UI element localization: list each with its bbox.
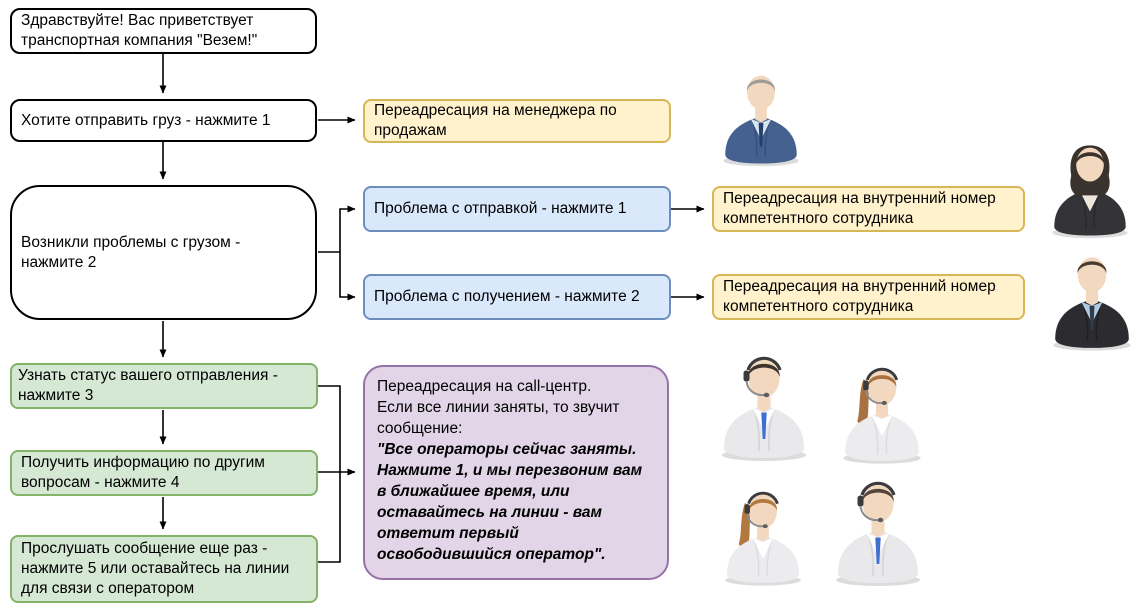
node-send-cargo-text: Хотите отправить груз - нажмите 1 xyxy=(21,111,271,129)
call-center-intro-line1: Переадресация на call-центр. xyxy=(377,378,592,395)
node-status-request-text: Узнать статус вашего отправления - нажмите 3 xyxy=(18,367,278,404)
competent-employee-female-icon xyxy=(1043,140,1137,240)
node-redirect-internal-bottom xyxy=(712,274,1025,320)
call-operator-female-top-icon xyxy=(836,355,928,473)
node-problem-sending xyxy=(363,186,671,232)
node-cargo-problems xyxy=(10,185,317,320)
call-operator-male-top-icon xyxy=(714,344,814,470)
node-repeat-message-text: Прослушать сообщение еще раз - нажмите 5 или оставайтесь на линии для связи с оператором xyxy=(21,540,290,597)
sales-manager-icon xyxy=(714,68,808,168)
node-repeat-message xyxy=(10,535,318,603)
competent-employee-male-icon xyxy=(1046,246,1138,356)
call-center-quote: "Все операторы сейчас заняты. Нажмите 1, и мы перезвоним вам в ближайшее время, или оставайтесь на линии - вам ответит первый освободившийся оператор". xyxy=(377,441,643,563)
node-problem-receiving xyxy=(363,274,671,320)
node-greeting-text: Здравствуйте! Вас приветствует транспортная компания "Везем!" xyxy=(21,12,258,49)
connector-green-bracket xyxy=(318,386,340,562)
call-operator-female-bottom-icon xyxy=(718,476,808,598)
call-center-intro-line2: Если все линии заняты, то звучит сообщение: xyxy=(377,399,620,437)
node-greeting xyxy=(10,8,317,54)
node-problem-sending-text: Проблема с отправкой - нажмите 1 xyxy=(374,200,627,217)
node-redirect-sales-manager-text: Переадресация на менеджера по продажам xyxy=(374,102,617,139)
node-call-center xyxy=(363,365,669,580)
node-redirect-internal-top-text: Переадресация на внутренний номер компетентного сотрудника xyxy=(723,190,996,227)
node-other-questions xyxy=(10,450,318,496)
arrow-problems-to-receiving xyxy=(340,252,355,297)
node-send-cargo xyxy=(10,99,317,142)
node-other-questions-text: Получить информацию по другим вопросам - нажмите 4 xyxy=(21,454,265,491)
node-problem-receiving-text: Проблема с получением - нажмите 2 xyxy=(374,288,640,305)
call-operator-male-bottom-icon xyxy=(828,468,928,596)
node-redirect-internal-bottom-text: Переадресация на внутренний номер компетентного сотрудника xyxy=(723,278,996,315)
node-redirect-internal-top xyxy=(712,186,1025,232)
arrow-problems-to-sending xyxy=(318,209,355,252)
node-cargo-problems-text: Возникли проблемы с грузом - нажмите 2 xyxy=(21,233,241,271)
node-redirect-sales-manager xyxy=(363,99,671,143)
node-status-request xyxy=(10,363,318,409)
